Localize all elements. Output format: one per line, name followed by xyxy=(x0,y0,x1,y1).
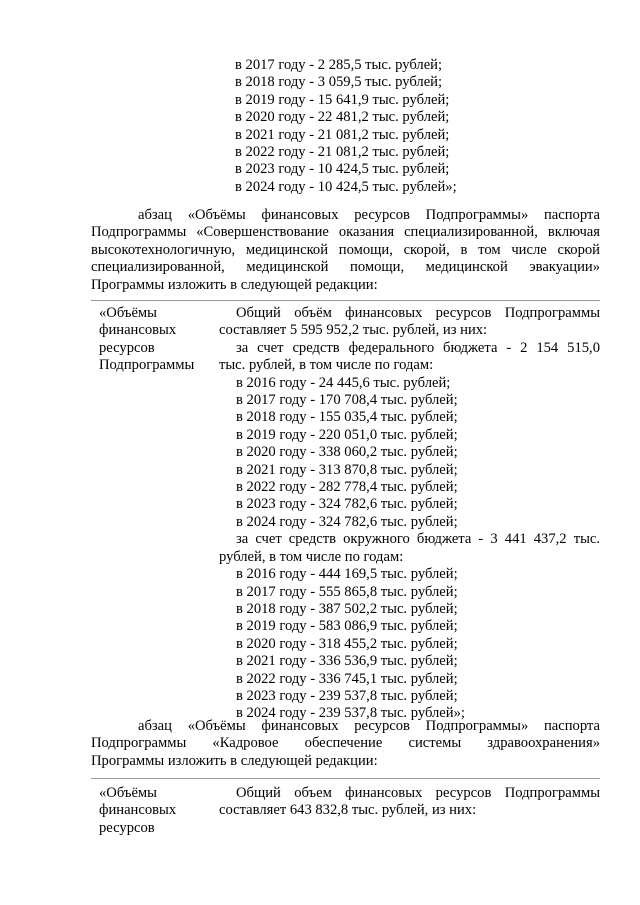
label-line: «Объёмы xyxy=(99,305,157,321)
year-line: в 2020 году - 318 455,2 тыс. рублей; xyxy=(236,635,458,652)
year-line: в 2017 году - 555 865,8 тыс. рублей; xyxy=(236,583,458,600)
paragraph-line: высокотехнологичную, медицинской помощи, скорой, в том числе скорой xyxy=(91,241,600,258)
year-line: в 2022 году - 21 081,2 тыс. рублей; xyxy=(235,144,450,161)
year-line: в 2023 году - 324 782,6 тыс. рублей; xyxy=(236,496,458,513)
label-line: ресурсов xyxy=(99,819,155,836)
year-line: в 2017 году - 2 285,5 тыс. рублей; xyxy=(235,57,443,73)
paragraph-1 xyxy=(91,207,600,294)
table-1-label xyxy=(99,305,219,375)
table-2-content xyxy=(219,785,600,820)
federal-years xyxy=(219,375,600,532)
year-line: в 2021 году - 313 870,8 тыс. рублей; xyxy=(236,461,458,478)
table-top-rule xyxy=(91,300,600,301)
year-line: в 2024 году - 10 424,5 тыс. рублей»; xyxy=(235,178,457,195)
district-line: за счет средств окружного бюджета - 3 441 437,2 тыс. xyxy=(236,531,600,548)
federal-line: за счет средств федерального бюджета - 2 154 515,0 xyxy=(236,339,600,356)
year-line: в 2018 году - 3 059,5 тыс. рублей; xyxy=(235,74,443,91)
federal-line: тыс. рублей, в том числе по годам: xyxy=(219,357,434,374)
year-line: в 2019 году - 583 086,9 тыс. рублей; xyxy=(236,618,458,635)
paragraph-line: специализированной, медицинской помощи, медицинской эвакуации» xyxy=(91,259,600,276)
paragraph-line: Подпрограммы «Совершенствование оказания специализированной, включая xyxy=(91,224,600,241)
label-line: Подпрограммы xyxy=(99,357,195,374)
paragraph-line: абзац «Объёмы финансовых ресурсов Подпрограммы» паспорта xyxy=(138,207,600,223)
year-line: в 2023 году - 239 537,8 тыс. рублей; xyxy=(236,687,458,704)
district-years xyxy=(219,566,600,723)
year-line: в 2016 году - 24 445,6 тыс. рублей; xyxy=(236,374,451,391)
district-line: рублей, в том числе по годам: xyxy=(219,548,404,565)
year-line: в 2019 году - 220 051,0 тыс. рублей; xyxy=(236,426,458,443)
year-line: в 2022 году - 336 745,1 тыс. рублей; xyxy=(236,670,458,687)
year-line: в 2022 году - 282 778,4 тыс. рублей; xyxy=(236,479,458,496)
year-line: в 2021 году - 336 536,9 тыс. рублей; xyxy=(236,653,458,670)
year-line: в 2023 году - 10 424,5 тыс. рублей; xyxy=(235,161,450,178)
year-line: в 2024 году - 239 537,8 тыс. рублей»; xyxy=(236,705,465,722)
year-line: в 2019 году - 15 641,9 тыс. рублей; xyxy=(235,91,450,108)
year-line: в 2020 году - 338 060,2 тыс. рублей; xyxy=(236,444,458,461)
year-line: в 2018 году - 387 502,2 тыс. рублей; xyxy=(236,600,458,617)
table-top-rule xyxy=(91,778,600,779)
top-year-list xyxy=(235,57,457,196)
year-line: в 2020 году - 22 481,2 тыс. рублей; xyxy=(235,109,450,126)
year-line: в 2024 году - 324 782,6 тыс. рублей; xyxy=(236,513,458,530)
label-line: финансовых xyxy=(99,322,177,339)
total-line: составляет 5 595 952,2 тыс. рублей, из них: xyxy=(219,322,488,339)
label-line: финансовых xyxy=(99,802,177,819)
paragraph-line: Программы изложить в следующей редакции: xyxy=(91,752,378,769)
total-line: Общий объем финансовых ресурсов Подпрограммы xyxy=(236,785,600,801)
table-2-label xyxy=(99,785,219,837)
year-line: в 2018 году - 155 035,4 тыс. рублей; xyxy=(236,409,458,426)
paragraph-line: абзац «Объёмы финансовых ресурсов Подпрограммы» паспорта xyxy=(138,718,600,734)
table-1-content xyxy=(219,305,600,723)
paragraph-line: Программы изложить в следующей редакции: xyxy=(91,276,378,293)
year-line: в 2017 году - 170 708,4 тыс. рублей; xyxy=(236,392,458,409)
total-line: Общий объём финансовых ресурсов Подпрограммы xyxy=(236,305,600,321)
label-line: ресурсов xyxy=(99,339,155,356)
year-line: в 2016 году - 444 169,5 тыс. рублей; xyxy=(236,566,458,583)
paragraph-line: Подпрограммы «Кадровое обеспечение системы здравоохранения» xyxy=(91,735,600,752)
label-line: «Объёмы xyxy=(99,785,157,801)
year-line: в 2021 году - 21 081,2 тыс. рублей; xyxy=(235,126,450,143)
paragraph-2 xyxy=(91,718,600,770)
total-line: составляет 643 832,8 тыс. рублей, из них: xyxy=(219,802,477,819)
